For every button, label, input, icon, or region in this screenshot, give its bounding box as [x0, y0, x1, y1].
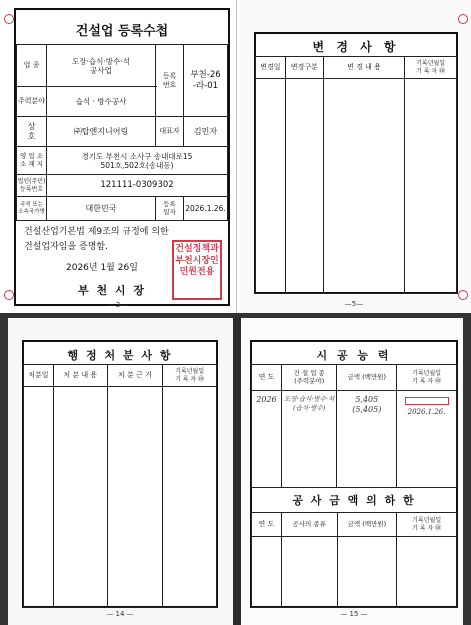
capacity-title: 시 공 능 력: [316, 349, 392, 362]
page-number: —5—: [344, 300, 364, 308]
trade-label: 상 호: [17, 117, 47, 147]
date-value: 2026.1.26.: [184, 197, 228, 221]
record-stamp: [405, 397, 449, 405]
col-year: 연 도: [252, 365, 282, 391]
dispositions-table: [23, 364, 217, 608]
changes-frame: [254, 32, 458, 294]
scan-border: [463, 318, 471, 625]
certificate-title: 건설업 등록수첩: [75, 24, 169, 39]
minimum-amount-table: [251, 512, 457, 608]
col-change-date: 변경일: [256, 57, 286, 79]
capacity-amount: 5,405 (5,405): [352, 395, 382, 414]
capacity-record-date: 2026.1.26.: [407, 408, 446, 416]
corp-label: 법인(주민) 등록번호: [17, 175, 47, 197]
registration-table: [16, 44, 228, 221]
col-record: 기록년월일 기 록 자 ㊞: [397, 365, 457, 391]
capacity-industry: 도장·습식·방수·석 (습식·방수): [284, 395, 335, 412]
page-number: — 15 —: [340, 610, 368, 618]
trade-value: ㈜탑엔지니어링: [47, 117, 156, 147]
office-value: 경기도 부천시 소사구 송내대로15 501호,502호(송내동): [47, 147, 228, 175]
rep-value: 김민자: [184, 117, 228, 147]
certification-text: 건설산업기본법 제9조의 규정에 의한 건설업자임을 증명함.: [24, 227, 169, 253]
page-15: [238, 318, 471, 625]
main-value: 습식 · 방수공사: [47, 87, 156, 117]
col-change-content: 변 경 내 용: [323, 57, 405, 79]
date-label: 등록 일자: [156, 197, 184, 221]
binding-gutter: [233, 318, 241, 625]
page-5: [238, 0, 471, 318]
col-disposition-basis: 처 분 근 거: [107, 365, 163, 387]
main-label: 주력분야: [17, 87, 47, 117]
corp-value: 121111-0309302: [47, 175, 228, 197]
dispositions-title: 행 정 처 분 사 항: [67, 349, 173, 362]
reg-no-label: 등록 번호: [156, 45, 184, 117]
col-amount: 금액 (백만원): [337, 513, 397, 537]
page-3: [0, 0, 237, 318]
punch-mark-icon: [4, 14, 14, 24]
page-number: —3—: [108, 301, 128, 309]
dispositions-frame: [22, 340, 218, 608]
scan-border: [0, 318, 8, 625]
changes-title: 변 경 사 항: [312, 40, 400, 54]
nation-value: 대한민국: [47, 197, 156, 221]
nation-label: 국적 또는 소속국가명: [17, 197, 47, 221]
col-record: 기록년월일 기 록 자 ㊞: [405, 57, 457, 79]
punch-mark-icon: [458, 14, 468, 24]
capacity-year: 2026: [256, 395, 277, 404]
col-record: 기록년월일 기 록 자 ㊞: [163, 365, 217, 387]
capacity-table: [251, 364, 457, 488]
page-14: [0, 318, 237, 625]
col-disposition-date: 처분일: [24, 365, 54, 387]
field-value: 도장·습식·방수·석 공사업: [47, 45, 156, 87]
col-change-type: 변경구분: [285, 57, 323, 79]
certificate-frame: [14, 8, 230, 306]
changes-table: [255, 56, 457, 294]
reg-no-value: 부천-26 -라-01: [184, 45, 228, 117]
rep-label: 대표자: [156, 117, 184, 147]
col-disposition-content: 처 분 내 용: [53, 365, 107, 387]
punch-mark-icon: [4, 290, 14, 300]
col-work-type: 공사의 종류: [281, 513, 337, 537]
col-year: 연 도: [252, 513, 282, 537]
col-amount: 금액 (백만원): [337, 365, 397, 391]
official-seal: 건설정책과 부천시장인 민원전용: [172, 240, 222, 300]
certification-date: 2026년 1월 26일: [66, 263, 138, 273]
punch-mark-icon: [458, 290, 468, 300]
page-number: — 14 —: [106, 610, 134, 618]
issuer-name: 부 천 시 장: [78, 284, 146, 297]
capacity-frame: [250, 340, 458, 608]
col-record: 기록년월일 기 록 자 ㊞: [397, 513, 457, 537]
minimum-amount-title: 공 사 금 액 의 하 한: [292, 494, 416, 507]
office-label: 영 업 소 소 재 지: [17, 147, 47, 175]
col-industry: 건 설 업 종 (주력분야): [281, 365, 337, 391]
field-label: 업 종: [17, 45, 47, 87]
